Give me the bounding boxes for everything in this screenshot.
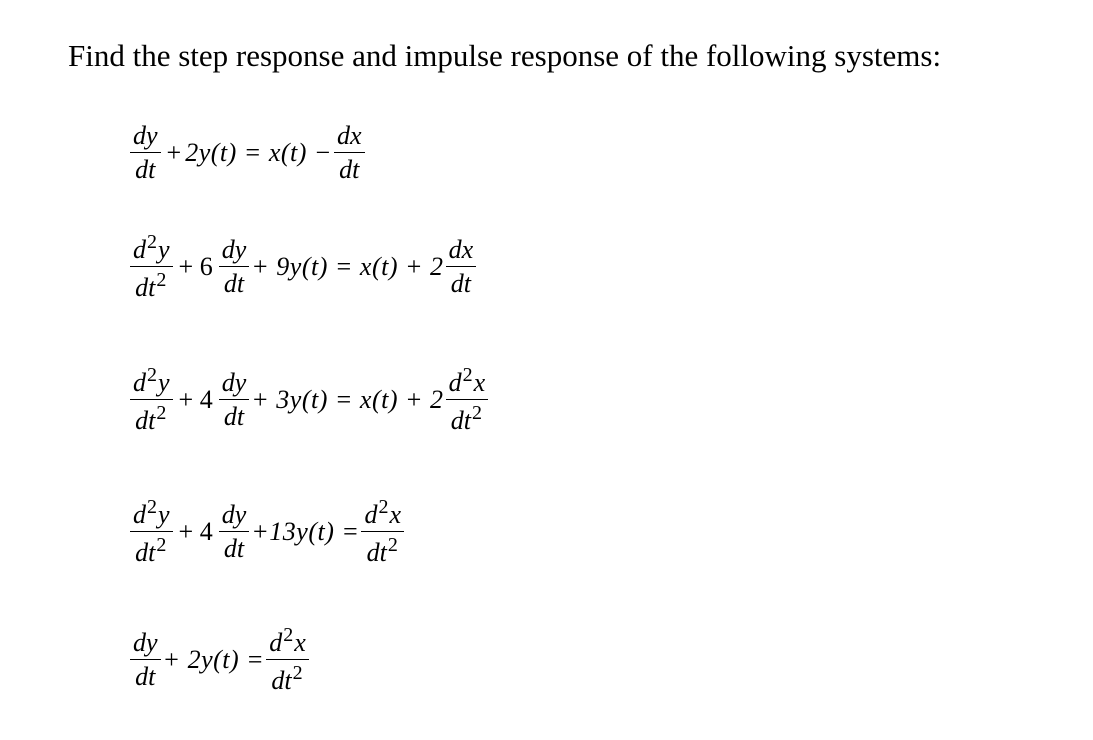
- fraction-dx-dt: $\frac{dx}{dt}$: [446, 236, 477, 298]
- operator-plus: +: [166, 137, 182, 167]
- fraction-dy-dt: $\frac{dy}{dt}$: [130, 629, 161, 691]
- equation-middle: + 2y(t) =: [162, 644, 265, 674]
- equation-5: [128, 625, 311, 695]
- fraction-d2y-dt2: $\frac{d^2y}{dt^2}$: [130, 497, 173, 567]
- fraction-d2y-dt2: $\frac{d^2y}{dt^2}$: [130, 232, 173, 302]
- operator-coefficient: + 4: [178, 516, 213, 546]
- equation-2: [128, 232, 478, 302]
- equation-4: [128, 497, 406, 567]
- fraction-d2x-dt2: $\frac{d^2x}{dt^2}$: [446, 365, 489, 435]
- operator-coefficient: + 4: [178, 384, 213, 414]
- equation-1: [128, 122, 367, 184]
- equation-middle: +13y(t) =: [251, 516, 360, 546]
- fraction-dy-dt: $\frac{dy}{dt}$: [219, 501, 250, 563]
- equation-middle: + 3y(t) = x(t) + 2: [251, 384, 444, 414]
- fraction-dx-dt: $\frac{dx}{dt}$: [334, 122, 365, 184]
- fraction-d2y-dt2: $\frac{d^2y}{dt^2}$: [130, 365, 173, 435]
- problem-heading: Find the step response and impulse response of the following systems:: [68, 38, 942, 73]
- fraction-d2x-dt2: $\frac{d^2x}{dt^2}$: [266, 625, 309, 695]
- fraction-d2x-dt2: $\frac{d^2x}{dt^2}$: [361, 497, 404, 567]
- equation-middle: + 9y(t) = x(t) + 2: [251, 251, 444, 281]
- equation-middle: 2y(t) = x(t) −: [185, 137, 332, 167]
- operator-coefficient: + 6: [178, 251, 213, 281]
- fraction-dy-dt: $\frac{dy}{dt}$: [130, 122, 161, 184]
- fraction-dy-dt: $\frac{dy}{dt}$: [219, 236, 250, 298]
- fraction-dy-dt: $\frac{dy}{dt}$: [219, 369, 250, 431]
- equation-3: [128, 365, 490, 435]
